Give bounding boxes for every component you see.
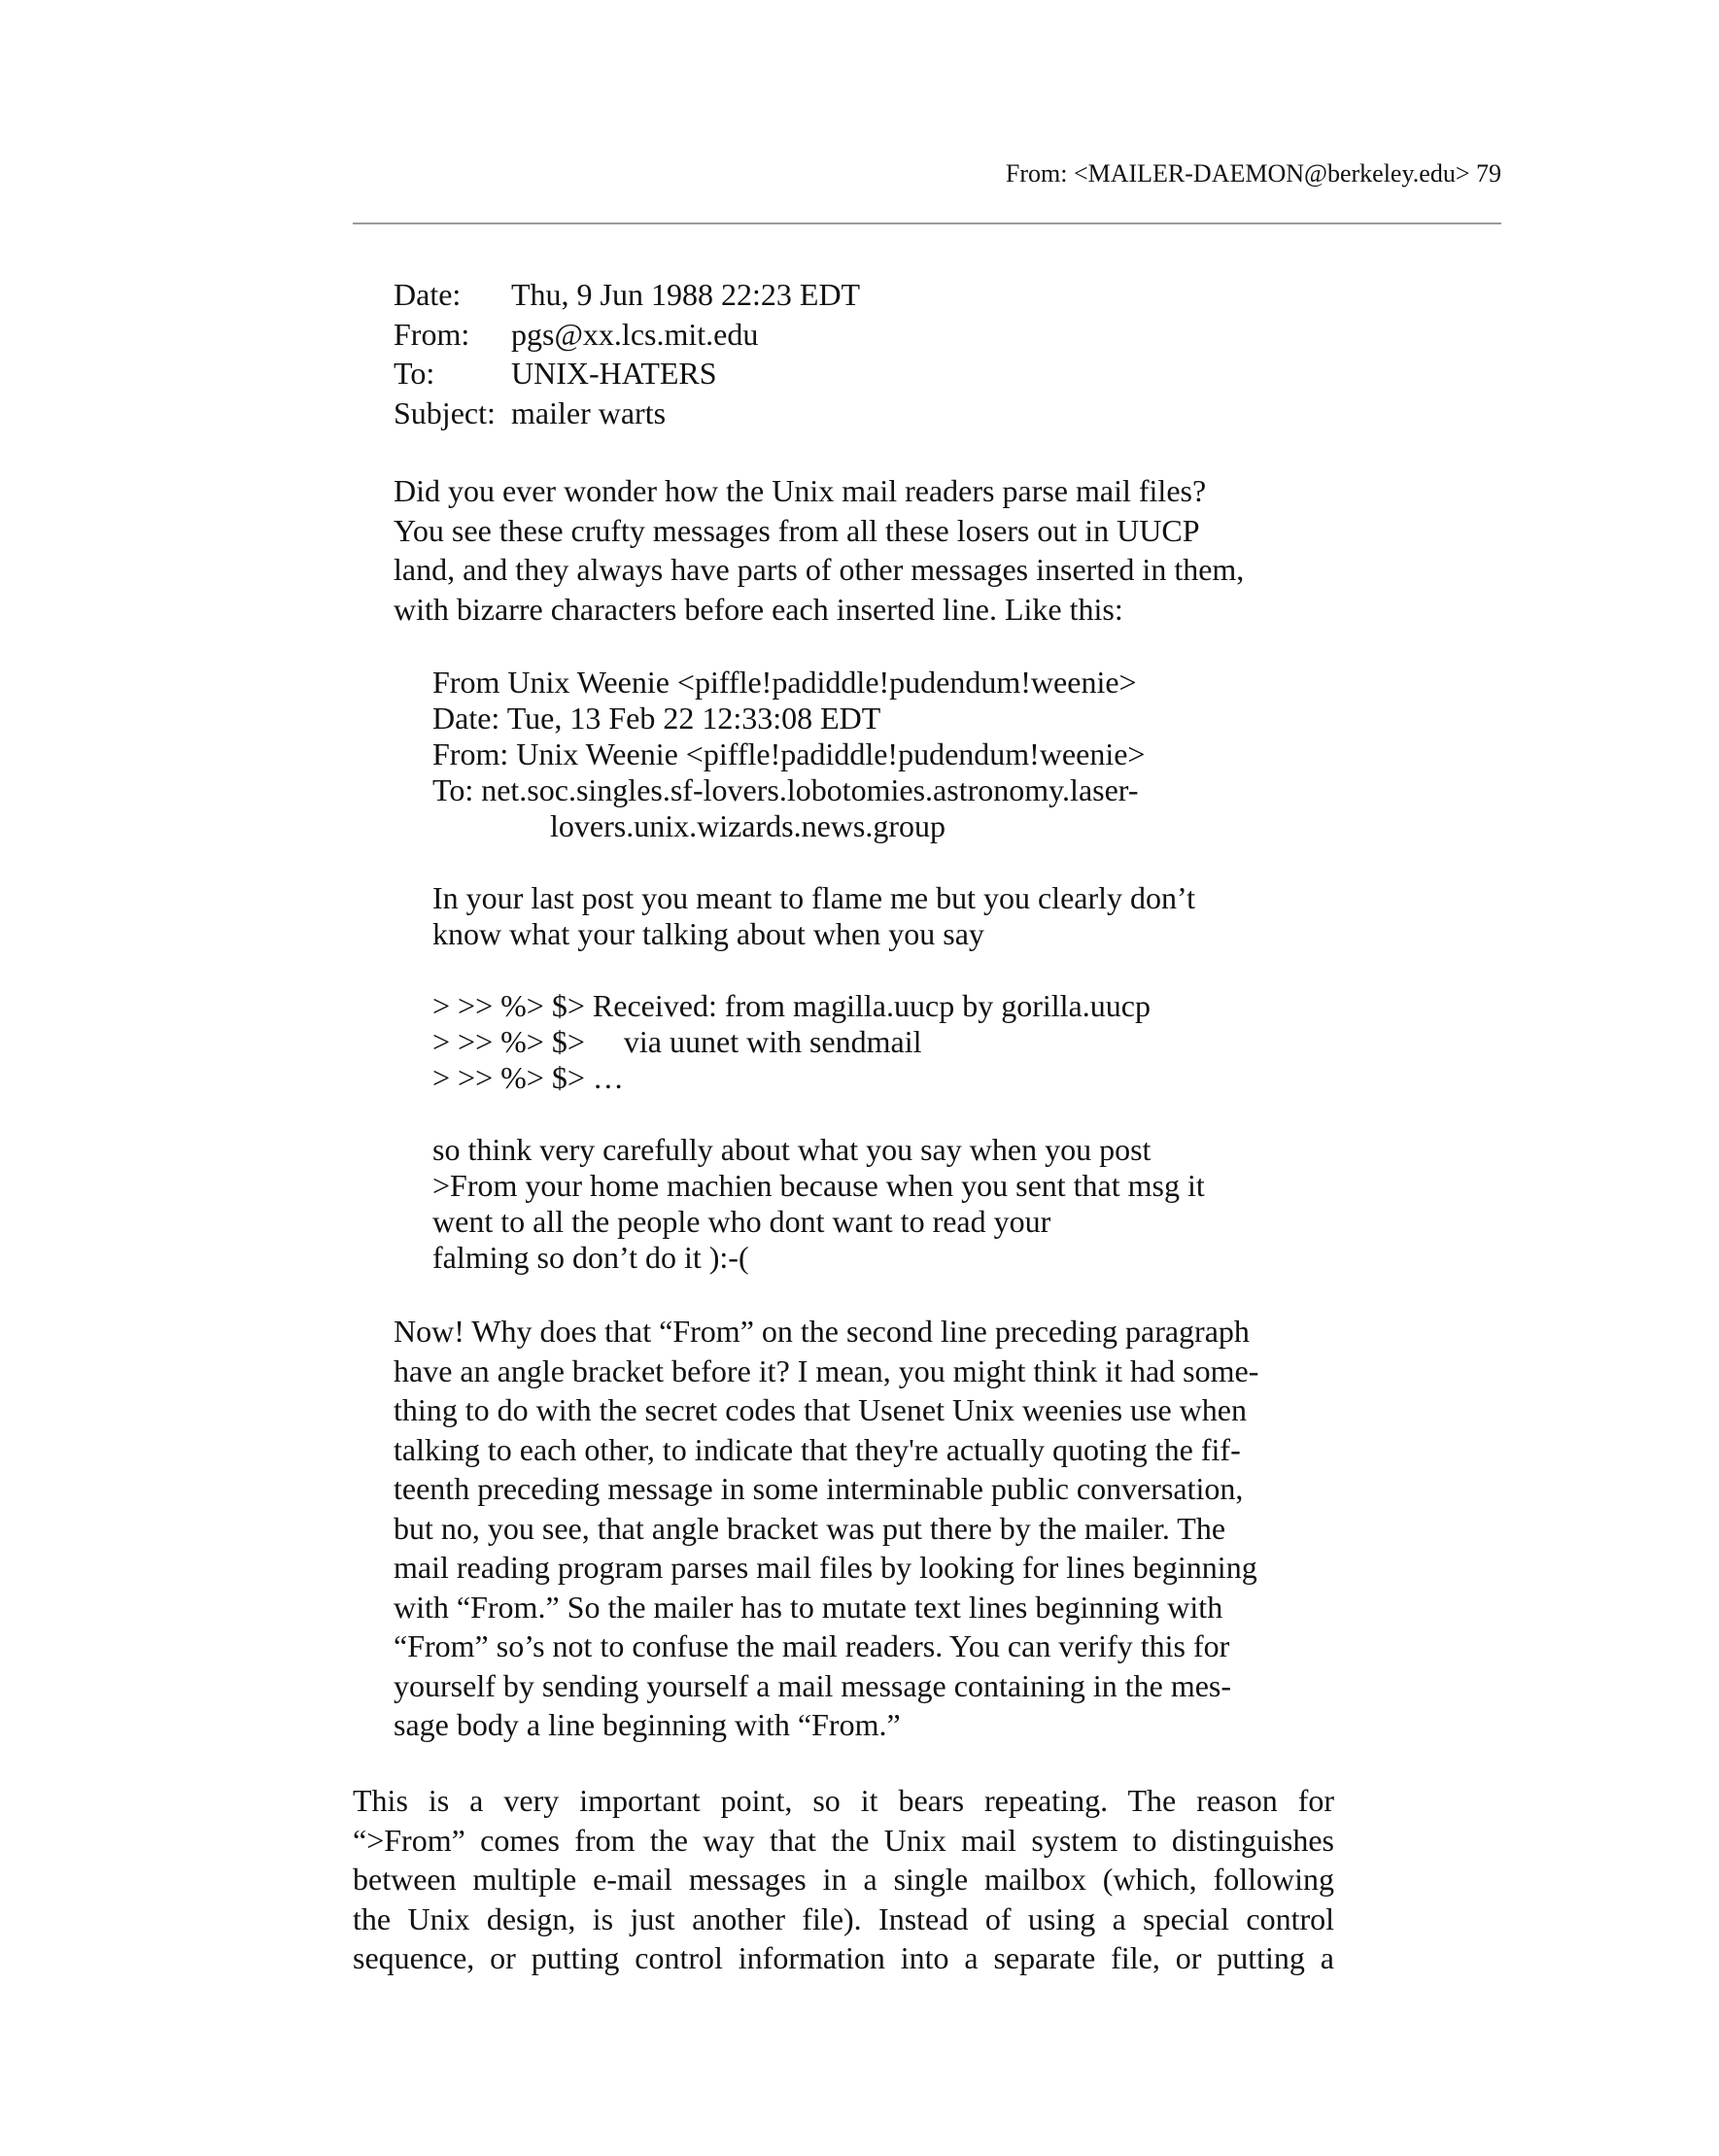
- text-line: with bizarre characters before each inserted line. Like this:: [394, 591, 1123, 627]
- text-line: Now! Why does that “From” on the second line preceding paragraph: [394, 1314, 1250, 1349]
- header-value: Thu, 9 Jun 1988 22:23 EDT: [511, 277, 861, 312]
- text-line: Did you ever wonder how the Unix mail readers parse mail files?: [394, 473, 1207, 508]
- text-line: have an angle bracket before it? I mean, you might think it had some-: [394, 1352, 1259, 1388]
- header-value: mailer warts: [511, 394, 667, 430]
- header-value: UNIX-HATERS: [511, 356, 717, 391]
- nested-header-line: To: net.soc.singles.sf-lovers.lobotomies.astronomy.laser-: [432, 772, 1139, 807]
- nested-header-continuation: lovers.unix.wizards.news.group: [550, 808, 946, 843]
- text-line: You see these crufty messages from all these losers out in UUCP: [394, 512, 1200, 548]
- intro-paragraph: [394, 471, 1258, 629]
- nested-header-line: Date: Tue, 13 Feb 22 12:33:08 EDT: [432, 701, 881, 736]
- header-label: To:: [394, 356, 435, 391]
- header-row-from: [394, 315, 1258, 355]
- text-line: but no, you see, that angle bracket was put there by the mailer. The: [394, 1510, 1226, 1546]
- header-row-to: [394, 354, 1258, 394]
- explanation-paragraph: [394, 1312, 1258, 1745]
- text-line: yourself by sending yourself a mail message containing in the mes-: [394, 1667, 1232, 1703]
- text-line: “>From” comes from the way that the Unix mail system to distinguishes: [353, 1822, 1334, 1858]
- text-line: the Unix design, is just another file). Instead of using a special control: [353, 1900, 1334, 1936]
- quoted-message: [394, 275, 1258, 1745]
- quoted-line: > >> %> $> Received: from magilla.uucp by gorilla.uucp: [432, 988, 1151, 1023]
- text-line: talking to each other, to indicate that they're actually quoting the fif-: [394, 1431, 1241, 1467]
- quoted-line: > >> %> $> via uunet with sendmail: [432, 1024, 922, 1059]
- text-line: land, and they always have parts of other messages inserted in them,: [394, 552, 1245, 587]
- nested-header-line: From: Unix Weenie <piffle!padiddle!pudendum!weenie>: [432, 736, 1146, 771]
- nested-text-line: falming so don’t do it ):-(: [432, 1240, 749, 1275]
- nested-text-line: went to all the people who dont want to read your: [432, 1204, 1051, 1239]
- text-line: with “From.” So the mailer has to mutate text lines beginning with: [394, 1589, 1223, 1625]
- header-label: From:: [394, 316, 470, 352]
- nested-text-line: In your last post you meant to flame me but you clearly don’t: [432, 880, 1196, 915]
- text-line: thing to do with the secret codes that Usenet Unix weenies use when: [394, 1392, 1247, 1427]
- text-line: This is a very important point, so it bears repeating. The reason for: [353, 1783, 1334, 1818]
- nested-text-line: know what your talking about when you say: [432, 916, 984, 951]
- message-headers: [394, 275, 1258, 432]
- nested-text-line: so think very carefully about what you say when you post: [432, 1132, 1152, 1167]
- text-line: teenth preceding message in some interminable public conversation,: [394, 1471, 1244, 1506]
- header-rule: [353, 222, 1501, 224]
- text-line: sage body a line beginning with “From.”: [394, 1707, 901, 1742]
- header-label: Date:: [394, 277, 462, 312]
- header-label: Subject:: [394, 394, 496, 430]
- nested-header-line: From Unix Weenie <piffle!padiddle!pudendum!weenie>: [432, 665, 1137, 700]
- text-line: “From” so’s not to confuse the mail readers. You can verify this for: [394, 1628, 1230, 1663]
- header-value: pgs@xx.lcs.mit.edu: [511, 316, 759, 352]
- header-row-subject: [394, 394, 1258, 433]
- running-head: From: <MAILER-DAEMON@berkeley.edu> 79: [1005, 159, 1501, 188]
- text-line: between multiple e-mail messages in a single mailbox (which, following: [353, 1862, 1334, 1897]
- nested-message: [394, 665, 1258, 1276]
- text-line: sequence, or putting control information into a separate file, or putting a: [353, 1940, 1334, 1975]
- header-row-date: [394, 275, 1258, 315]
- text-line: mail reading program parses mail files by looking for lines beginning: [394, 1550, 1257, 1585]
- quoted-line: > >> %> $> …: [432, 1060, 624, 1095]
- nested-text-line: >From your home machien because when you sent that msg it: [432, 1168, 1205, 1203]
- body-paragraph: [353, 1781, 1334, 1978]
